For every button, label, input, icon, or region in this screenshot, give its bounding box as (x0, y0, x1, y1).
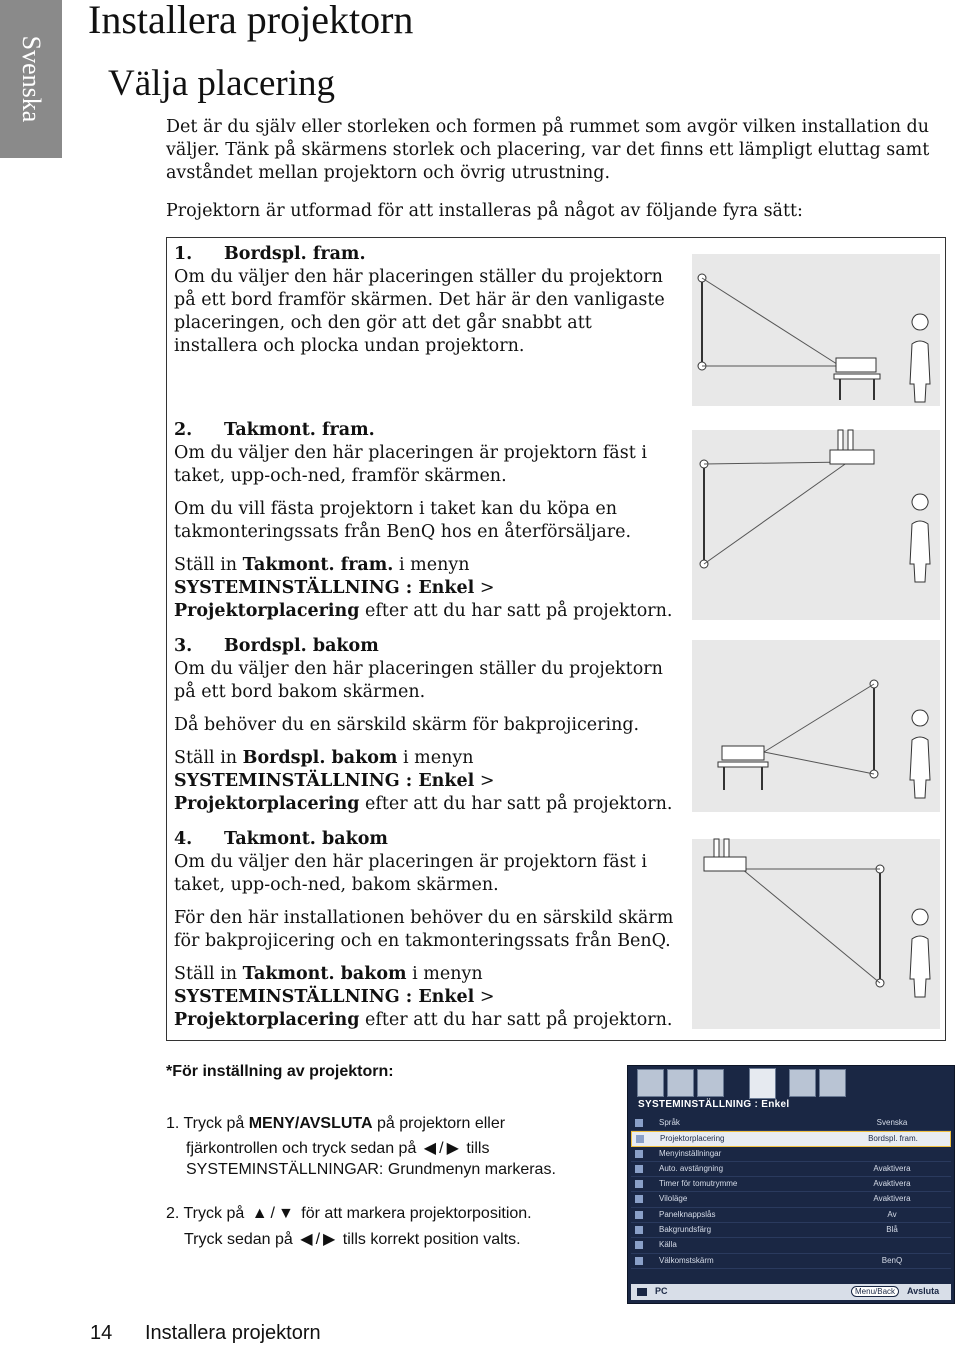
placement-item-4 (174, 828, 674, 1042)
osd-menu-row: Källa (631, 1238, 951, 1253)
item-heading: 3. Bordspl. bakom (174, 636, 379, 656)
placement-item-3 (174, 635, 674, 826)
item-heading: 2. Takmont. fram. (174, 420, 375, 440)
osd-menu-row-selected: Projektorplacering Bordspl. fram. (631, 1131, 951, 1146)
osd-menu-screenshot (627, 1065, 955, 1304)
osd-menu-list (631, 1116, 951, 1269)
language-tab-label: Svenska (17, 35, 46, 123)
osd-tab-system-setup-icon (749, 1068, 776, 1099)
right-arrow-icon: ▶ (446, 1140, 459, 1157)
floor-front-drawing (684, 248, 940, 406)
osd-tab-system-advanced-icon (789, 1069, 816, 1097)
item-note: För den här installationen behöver du en särskild skärm för bakprojicering och en takmonteringssats från BenQ. (174, 908, 674, 951)
intro-lead: Projektorn är utformad för att installeras på något av följande fyra sätt: (166, 201, 803, 221)
osd-tab-information-icon (819, 1069, 846, 1097)
item-setting: Ställ in Takmont. fram. i menyn SYSTEMINSTÄLLNING : Enkel > Projektorplacering efter att du har satt på projektorn. (174, 555, 673, 621)
ceiling-rear-drawing (684, 833, 940, 1029)
illustration-floor-front (684, 248, 940, 406)
osd-menu-row: Viloläge Avaktivera (631, 1192, 951, 1207)
illustration-floor-rear (684, 634, 940, 812)
blank-timer-icon (635, 1180, 643, 1188)
sleep-icon (635, 1195, 643, 1203)
osd-menu-row: Menyinställningar (631, 1147, 951, 1162)
osd-menu-row: Panelknappslås Av (631, 1208, 951, 1223)
page-number: 14 (90, 1322, 113, 1344)
placement-item-1 (174, 243, 674, 368)
illustration-ceiling-rear (684, 833, 940, 1029)
osd-menu-row: Språk Svenska (631, 1116, 951, 1131)
osd-tab-picture-icon (637, 1069, 664, 1097)
pc-source-icon (637, 1288, 647, 1296)
language-icon (635, 1119, 643, 1127)
osd-exit-label: Avsluta (907, 1286, 940, 1296)
intro-paragraph: Det är du själv eller storleken och formen på rummet som avgör vilken installation du väljer. Tänk på skärmens storlek och placering, var det finns ett lämpligt eluttag samt avståndet mellan projektorn och övrig utrustning. (166, 117, 930, 183)
osd-menu-row: Auto. avstängning Avaktivera (631, 1162, 951, 1177)
item-setting: Ställ in Bordspl. bakom i menyn SYSTEMINSTÄLLNING : Enkel > Projektorplacering efter att du har satt på projektorn. (174, 748, 673, 814)
up-arrow-icon: ▲ (251, 1205, 268, 1222)
menu-settings-icon (635, 1150, 643, 1158)
item-note: Då behöver du en särskild skärm för bakprojicering. (174, 715, 640, 735)
projector-position-icon (636, 1135, 644, 1143)
osd-tab-advanced-picture-icon (667, 1069, 694, 1097)
background-color-icon (635, 1226, 643, 1234)
left-arrow-icon: ◀ (423, 1140, 437, 1157)
item-description: Om du väljer den här placeringen är projektorn fäst i taket, upp-och-ned, bakom skärmen. (174, 852, 647, 895)
language-tab (0, 0, 62, 158)
footer-title: Installera projektorn (145, 1322, 321, 1344)
down-arrow-icon: ▼ (278, 1205, 294, 1222)
item-description: Om du väljer den här placeringen är projektorn fäst i taket, upp-och-ned, framför skärmen. (174, 443, 647, 486)
auto-off-icon (635, 1165, 643, 1173)
section-title: Välja placering (108, 63, 336, 104)
item-heading: 4. Takmont. bakom (174, 829, 388, 849)
item-heading: 1. Bordspl. fram. (174, 244, 366, 264)
osd-tab-bar (631, 1069, 951, 1099)
osd-footer (631, 1284, 951, 1300)
osd-tab-display-icon (697, 1069, 724, 1097)
item-setting: Ställ in Takmont. bakom i menyn SYSTEMINSTÄLLNING : Enkel > Projektorplacering efter att du har satt på projektorn. (174, 964, 673, 1030)
ceiling-front-drawing (684, 424, 940, 620)
floor-rear-drawing (684, 634, 940, 812)
illustration-ceiling-front (684, 424, 940, 620)
item-description: Om du väljer den här placeringen ställer du projektorn på ett bord framför skärmen. Det här är den vanligaste placeringen, och den gör att det går snabbt att installera och plocka undan projektorn. (174, 267, 665, 356)
osd-source-label: PC (655, 1286, 668, 1296)
source-icon (635, 1241, 643, 1249)
item-note: Om du vill fästa projektorn i taket kan du köpa en takmonteringssats från BenQ hos en återförsäljare. (174, 499, 632, 542)
splash-screen-icon (635, 1257, 643, 1265)
osd-menu-row: Välkomstskärm BenQ (631, 1254, 951, 1269)
item-description: Om du väljer den här placeringen ställer du projektorn på ett bord bakom skärmen. (174, 659, 663, 702)
page-title: Installera projektorn (88, 0, 414, 42)
setup-note-title: *För inställning av projektorn: (166, 1063, 394, 1080)
setup-step-1: 1. Tryck på MENY/AVSLUTA på projektorn eller fjärkontrollen och tryck sedan på ◀ / ▶ tills SYSTEMINSTÄLLNINGAR: Grundmenyn markeras. (166, 1115, 556, 1178)
osd-menu-row: Timer för tomutrymme Avaktivera (631, 1177, 951, 1192)
osd-menu-title: SYSTEMINSTÄLLNING : Enkel (638, 1099, 790, 1110)
osd-menu-row: Bakgrundsfärg Blå (631, 1223, 951, 1238)
left-arrow-icon: ◀ (300, 1231, 313, 1248)
key-lock-icon (635, 1211, 643, 1219)
setup-step-2: 2. Tryck på ▲ / ▼ för att markera projektorposition. Tryck sedan på ◀ / ▶ tills korrekt position valts. (166, 1205, 532, 1248)
placement-item-2 (174, 419, 674, 633)
right-arrow-icon: ▶ (323, 1231, 336, 1248)
osd-menu-back-button: Menu/Back (851, 1286, 899, 1297)
